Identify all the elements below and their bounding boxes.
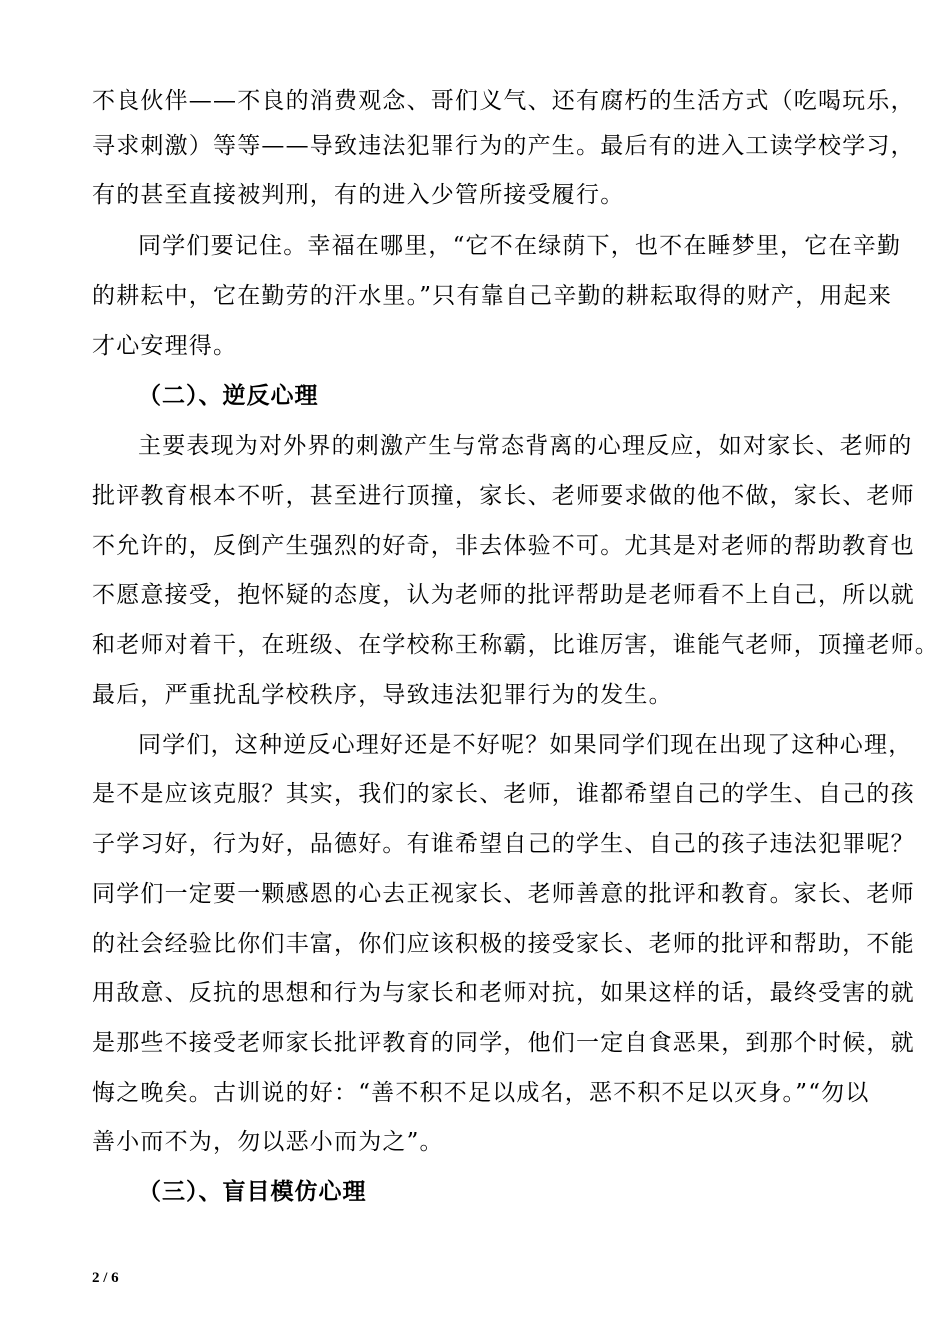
- text-line: 同学们，这种逆反心理好还是不好呢？如果同学们现在出现了这种心理，: [138, 732, 913, 758]
- text-line: 用敌意、反抗的思想和行为与家长和老师对抗，如果这样的话，最终受害的就: [92, 980, 915, 1006]
- text-line: 不愿意接受，抱怀疑的态度，认为老师的批评帮助是老师看不上自己，所以就: [92, 582, 915, 608]
- text-line: 不允许的，反倒产生强烈的好奇，非去体验不可。尤其是对老师的帮助教育也: [92, 533, 915, 559]
- text-line: 悔之晚矣。古训说的好：“善不积不足以成名，恶不积不足以灭身。”“勿以: [92, 1080, 870, 1106]
- page-number: 2 / 6: [92, 1270, 119, 1286]
- text-line: 批评教育根本不听，甚至进行顶撞，家长、老师要求做的他不做，家长、老师: [92, 483, 915, 509]
- text-line: 寻求刺激）等等——导致违法犯罪行为的产生。最后有的进入工读学校学习，: [92, 133, 915, 159]
- text-line: 同学们一定要一颗感恩的心去正视家长、老师善意的批评和教育。家长、老师: [92, 881, 915, 907]
- text-line: 有的甚至直接被判刑，有的进入少管所接受履行。: [92, 182, 625, 208]
- text-line: 善小而不为，勿以恶小而为之”。: [92, 1129, 444, 1155]
- text-line: 和老师对着干，在班级、在学校称王称霸，比谁厉害，谁能气老师，顶撞老师。: [92, 632, 939, 658]
- text-line: 的社会经验比你们丰富，你们应该积极的接受家长、老师的批评和帮助，不能: [92, 931, 915, 957]
- text-line: 子学习好，行为好，品德好。有谁希望自己的学生、自己的孩子违法犯罪呢？: [92, 831, 915, 857]
- text-line: 是不是应该克服？其实，我们的家长、老师，谁都希望自己的学生、自己的孩: [92, 781, 915, 807]
- section-heading: （三）、盲目模仿心理: [138, 1179, 367, 1205]
- text-line: 最后，严重扰乱学校秩序，导致违法犯罪行为的发生。: [92, 682, 673, 708]
- text-line: 才心安理得。: [92, 333, 238, 359]
- section-heading: （二）、逆反心理: [138, 383, 319, 409]
- text-line: 是那些不接受老师家长批评教育的同学，他们一定自食恶果，到那个时候，就: [92, 1030, 915, 1056]
- text-line: 主要表现为对外界的刺激产生与常态背离的心理反应，如对家长、老师的: [138, 433, 913, 459]
- text-line: 同学们要记住。幸福在哪里，“它不在绿荫下，也不在睡梦里，它在辛勤: [138, 233, 902, 259]
- text-line: 的耕耘中，它在勤劳的汗水里。”只有靠自己辛勤的耕耘取得的财产，用起来: [92, 283, 893, 309]
- text-line: 不良伙伴——不良的消费观念、哥们义气、还有腐朽的生活方式（吃喝玩乐，: [92, 88, 915, 114]
